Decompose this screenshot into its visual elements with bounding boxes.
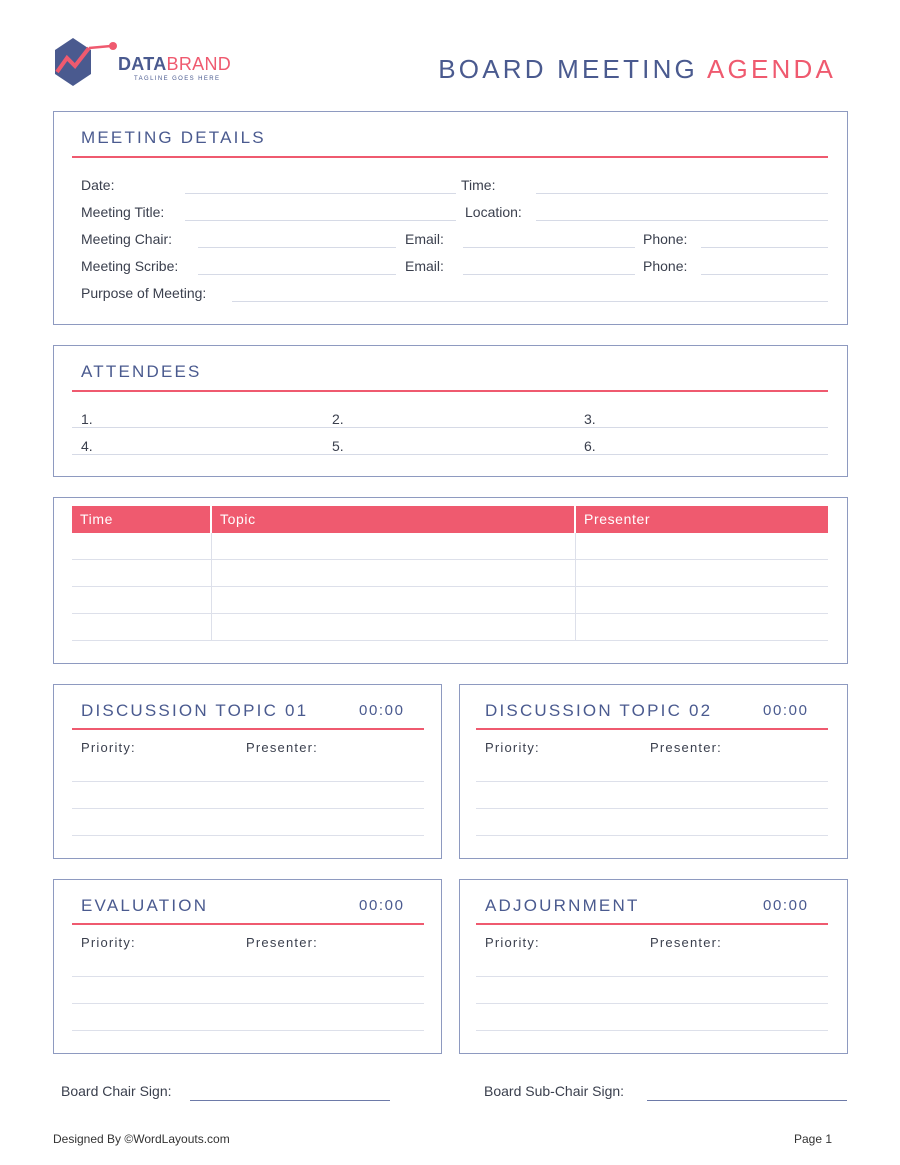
meeting-title-label: Meeting Title: (81, 204, 165, 220)
table-row-line[interactable] (72, 613, 828, 614)
meeting-chair-label: Meeting Chair: (81, 231, 173, 247)
presenter-label: Presenter: (246, 740, 318, 755)
section-divider (72, 923, 424, 925)
table-header-presenter: Presenter (576, 506, 828, 533)
section-divider (72, 728, 424, 730)
notes-line[interactable] (72, 976, 424, 977)
page-number: Page 1 (794, 1132, 833, 1146)
board-subchair-sign-label: Board Sub-Chair Sign: (484, 1083, 625, 1099)
topic-time: 00:00 (763, 897, 809, 914)
scribe-email-label: Email: (405, 258, 444, 274)
scribe-phone-field[interactable] (701, 274, 828, 275)
section-divider (476, 728, 828, 730)
topic-time: 00:00 (359, 897, 405, 914)
meeting-scribe-label: Meeting Scribe: (81, 258, 179, 274)
page-title (438, 54, 836, 85)
brand-name-part1: DATA (118, 54, 167, 74)
time-label: Time: (461, 177, 496, 193)
table-col-divider (211, 533, 212, 641)
meeting-title-field[interactable] (185, 220, 456, 221)
notes-line[interactable] (72, 781, 424, 782)
topic-time: 00:00 (763, 702, 809, 719)
brand-tagline: TAGLINE GOES HERE (134, 76, 221, 82)
scribe-phone-label: Phone: (643, 258, 688, 274)
footer-credit: Designed By ©WordLayouts.com (53, 1132, 230, 1146)
topic-heading: DISCUSSION TOPIC 02 (485, 701, 713, 720)
notes-line[interactable] (476, 808, 828, 809)
priority-label: Priority: (81, 935, 136, 950)
meeting-details-heading: MEETING DETAILS (81, 128, 266, 147)
attendee-field[interactable] (72, 454, 828, 455)
title-part1: BOARD MEETING (438, 54, 707, 84)
priority-label: Priority: (485, 935, 540, 950)
chair-email-field[interactable] (463, 247, 635, 248)
board-chair-sign-label: Board Chair Sign: (61, 1083, 172, 1099)
presenter-label: Presenter: (650, 740, 722, 755)
date-field[interactable] (185, 193, 456, 194)
priority-label: Priority: (485, 740, 540, 755)
meeting-chair-field[interactable] (198, 247, 396, 248)
board-chair-sign-field[interactable] (190, 1100, 390, 1101)
scribe-email-field[interactable] (463, 274, 635, 275)
meeting-scribe-field[interactable] (198, 274, 396, 275)
brand-name (118, 54, 231, 75)
priority-label: Priority: (81, 740, 136, 755)
notes-line[interactable] (72, 835, 424, 836)
title-part2: AGENDA (706, 54, 836, 84)
chair-phone-field[interactable] (701, 247, 828, 248)
topic-time: 00:00 (359, 702, 405, 719)
notes-line[interactable] (476, 1003, 828, 1004)
attendee-number: 5. (332, 438, 344, 454)
notes-line[interactable] (72, 1030, 424, 1031)
presenter-label: Presenter: (650, 935, 722, 950)
attendees-heading: ATTENDEES (81, 362, 202, 381)
attendee-number: 6. (584, 438, 596, 454)
table-col-divider (575, 533, 576, 641)
table-header-time: Time (72, 506, 210, 533)
location-field[interactable] (536, 220, 828, 221)
notes-line[interactable] (476, 1030, 828, 1031)
section-divider (72, 390, 828, 392)
notes-line[interactable] (72, 1003, 424, 1004)
topic-heading: DISCUSSION TOPIC 01 (81, 701, 309, 720)
board-subchair-sign-field[interactable] (647, 1100, 847, 1101)
purpose-label: Purpose of Meeting: (81, 285, 207, 301)
location-label: Location: (465, 204, 522, 220)
notes-line[interactable] (476, 976, 828, 977)
table-header-topic: Topic (212, 506, 574, 533)
attendee-number: 4. (81, 438, 93, 454)
table-row-line[interactable] (72, 640, 828, 641)
section-divider (476, 923, 828, 925)
time-field[interactable] (536, 193, 828, 194)
topic-heading: ADJOURNMENT (485, 896, 640, 915)
chair-email-label: Email: (405, 231, 444, 247)
chair-phone-label: Phone: (643, 231, 688, 247)
presenter-label: Presenter: (246, 935, 318, 950)
attendee-number: 2. (332, 411, 344, 427)
table-row-line[interactable] (72, 559, 828, 560)
attendee-number: 1. (81, 411, 93, 427)
topic-heading: EVALUATION (81, 896, 209, 915)
notes-line[interactable] (476, 835, 828, 836)
notes-line[interactable] (476, 781, 828, 782)
attendee-field[interactable] (72, 427, 828, 428)
section-divider (72, 156, 828, 158)
purpose-field[interactable] (232, 301, 828, 302)
attendee-number: 3. (584, 411, 596, 427)
notes-line[interactable] (72, 808, 424, 809)
table-row-line[interactable] (72, 586, 828, 587)
brand-name-part2: BRAND (166, 54, 232, 74)
date-label: Date: (81, 177, 115, 193)
